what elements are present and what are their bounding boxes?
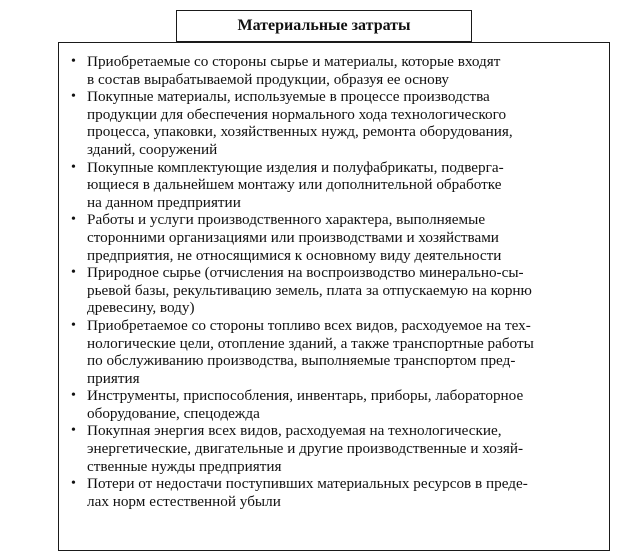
bullet-icon: • [71, 265, 76, 281]
list-item-line: Природное сырье (отчисления на воспроизводство минерально-сы- [87, 264, 524, 282]
list-item [69, 53, 595, 88]
diagram-title-box [176, 10, 472, 42]
list-item-line: приятия [87, 369, 140, 387]
bullet-icon: • [71, 159, 76, 175]
list-item [69, 264, 595, 317]
diagram-title: Материальные затраты [237, 17, 411, 34]
list-item-line: Приобретаемое со стороны топливо всех видов, расходуемое на тех- [87, 316, 531, 334]
list-item-line: Приобретаемые со стороны сырье и материалы, которые входят [87, 53, 501, 70]
list-item-line: оборудование, спецодежда [87, 404, 260, 422]
list-item [69, 88, 595, 158]
list-item-line: в состав вырабатываемой продукции, образуя ее основу [87, 70, 450, 88]
list-item [69, 475, 595, 510]
list-item-line: Покупная энергия всех видов, расходуемая на технологические, [87, 422, 502, 440]
list-item [69, 211, 595, 264]
bullet-icon: • [71, 476, 76, 492]
list-item-line: древесину, воду) [87, 299, 195, 317]
list-item [69, 159, 595, 212]
items-box [58, 42, 610, 551]
list-item-line: лах норм естественной убыли [87, 492, 281, 510]
list-item-line: предприятия, не относящимися к основному виду деятельности [87, 246, 502, 264]
list-item-line: на данном предприятии [87, 193, 241, 211]
bullet-icon: • [71, 423, 76, 439]
list-item-line: зданий, сооружений [87, 140, 218, 158]
list-item [69, 317, 595, 387]
list-item-line: энергетические, двигательные и другие производственные и хозяй- [87, 440, 524, 458]
list-item [69, 422, 595, 475]
bullet-icon: • [71, 212, 76, 228]
list-item-line: по обслуживанию производства, выполняемые транспортом пред- [87, 352, 516, 370]
bullet-icon: • [71, 317, 76, 333]
list-item-line: Покупные материалы, используемые в процессе производства [87, 88, 490, 106]
list-item-line: ственные нужды предприятия [87, 457, 282, 475]
items-list [59, 43, 609, 510]
bullet-icon: • [71, 388, 76, 404]
list-item-line: продукции для обеспечения нормального хода технологического [87, 105, 507, 123]
list-item-line: Покупные комплектующие изделия и полуфабрикаты, подверга- [87, 158, 504, 176]
list-item-line: процесса, упаковки, хозяйственных нужд, ремонта оборудования, [87, 123, 513, 141]
list-item-line: рьевой базы, рекультивацию земель, плата за отпускаемую на корню [87, 281, 532, 299]
bullet-icon: • [71, 54, 76, 69]
list-item-line: Потери от недостачи поступивших материальных ресурсов в преде- [87, 475, 528, 493]
list-item-line: Инструменты, приспособления, инвентарь, приборы, лабораторное [87, 387, 524, 405]
list-item-line: ющиеся в дальнейшем монтажу или дополнительной обработке [87, 176, 502, 194]
list-item-line: нологические цели, отопление зданий, а также транспортные работы [87, 334, 534, 352]
list-item-line: Работы и услуги производственного характера, выполняемые [87, 211, 486, 229]
list-item-line: сторонними организациями или производствами и хозяйствами [87, 228, 499, 246]
bullet-icon: • [71, 89, 76, 105]
list-item [69, 387, 595, 422]
